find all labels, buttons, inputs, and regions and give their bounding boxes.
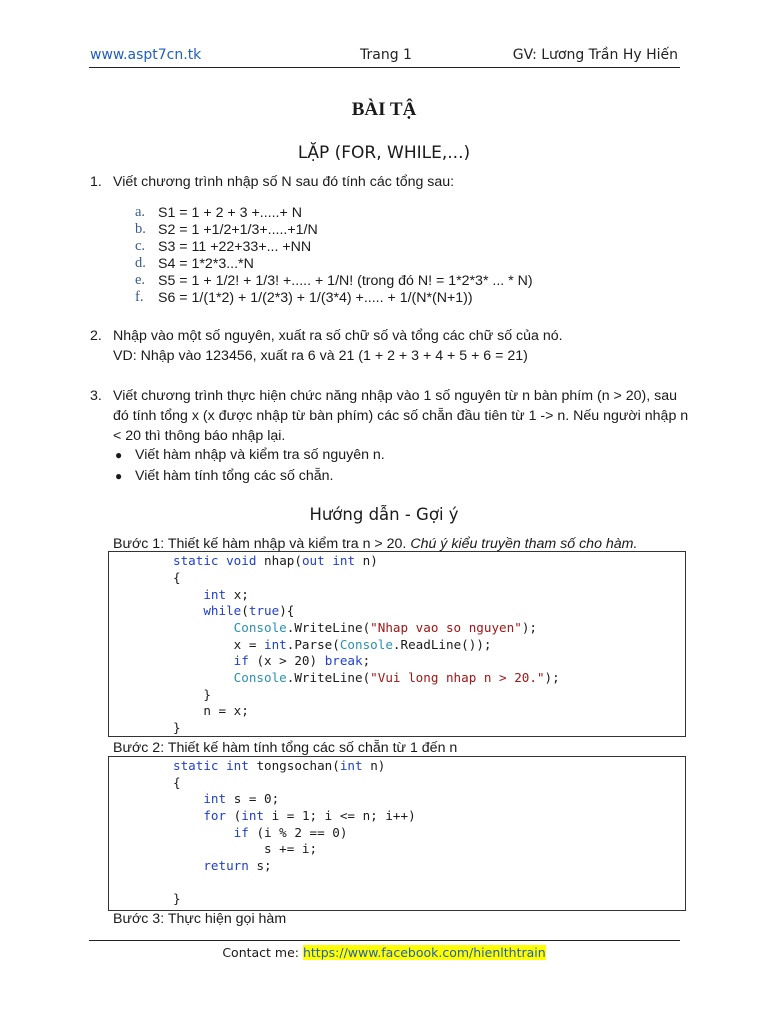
code-line: }	[173, 891, 181, 906]
q1-text: Viết chương trình nhập số N sau đó tính các tổng sau:	[113, 174, 455, 190]
q1-item-letter: c.	[135, 238, 146, 254]
header-teacher: GV: Lương Trần Hy Hiến	[512, 47, 678, 63]
page-subtitle: LẶP (FOR, WHILE,...)	[297, 143, 471, 163]
q1-item-letter: a.	[135, 204, 146, 220]
q3-bullet-text: Viết hàm nhập và kiểm tra số nguyên n.	[135, 447, 385, 463]
step1-text: Bước 1: Thiết kế hàm nhập và kiểm tra n > 20.	[113, 536, 407, 552]
bullet-icon: ●	[115, 469, 123, 483]
footer-divider	[89, 940, 680, 941]
code-line: {	[173, 775, 181, 790]
q1-item-letter: f.	[135, 289, 144, 305]
q1-item-text: S5 = 1 + 1/2! + 1/3! +..... + 1/N! (trong đó N! = 1*2*3* ... * N)	[158, 273, 533, 289]
step1-note: Chú ý kiểu truyền tham số cho hàm.	[410, 536, 638, 552]
q2-number: 2.	[90, 328, 102, 344]
header-divider	[89, 67, 680, 68]
step3-text: Bước 3: Thực hiện gọi hàm	[113, 911, 287, 927]
step2-text: Bước 2: Thiết kế hàm tính tổng các số chẵn từ 1 đến n	[113, 740, 458, 756]
code-line: while(true){	[203, 603, 295, 618]
code-line: return s;	[203, 858, 272, 873]
code-line: Console.WriteLine("Nhap vao so nguyen");	[233, 620, 537, 635]
code-line: }	[203, 687, 211, 702]
code-line: n = x;	[203, 703, 249, 718]
guide-heading: Hướng dẫn - Gợi ý	[309, 505, 459, 524]
q1-item-text: S3 = 11 +22+33+... +NN	[158, 239, 312, 255]
q1-item-text: S2 = 1 +1/2+1/3+.....+1/N	[158, 222, 318, 238]
footer-label: Contact me:	[222, 945, 299, 960]
q1-item-letter: d.	[135, 255, 146, 271]
q2-example: VD: Nhập vào 123456, xuất ra 6 và 21 (1 + 2 + 3 + 4 + 5 + 6 = 21)	[113, 348, 528, 364]
page-title: BÀI TẬ	[351, 99, 417, 120]
code-line: {	[173, 570, 181, 585]
q3-line: < 20 thì thông báo nhập lại.	[113, 428, 286, 444]
q1-number: 1.	[90, 174, 102, 190]
code-line: if (x > 20) break;	[233, 653, 371, 668]
q3-line: Viết chương trình thực hiện chức năng nhập vào 1 số nguyên từ n bàn phím (n > 20), sau	[113, 388, 678, 404]
header-page-number: Trang 1	[360, 47, 412, 63]
header-site-link[interactable]: www.aspt7cn.tk	[90, 47, 202, 63]
code-line: int x;	[203, 587, 249, 602]
q3-line: đó tính tổng x (x được nhập từ bàn phím) các số chẵn đầu tiên từ 1 -> n. Nếu người nhập n	[113, 408, 689, 424]
q1-item-text: S1 = 1 + 2 + 3 +.....+ N	[158, 205, 302, 221]
q2-line: Nhập vào một số nguyên, xuất ra số chữ số và tổng các chữ số của nó.	[113, 328, 563, 344]
q3-bullet-text: Viết hàm tính tổng các số chẵn.	[135, 468, 334, 484]
footer-facebook-link[interactable]: https://www.facebook.com/hienlthtrain	[302, 945, 546, 960]
bullet-icon: ●	[115, 448, 123, 462]
code-line: s += i;	[264, 841, 318, 856]
code-line: static void nhap(out int n)	[173, 553, 378, 568]
code-line: }	[173, 720, 181, 735]
code-line: if (i % 2 == 0)	[233, 825, 348, 840]
q1-item-letter: b.	[135, 221, 146, 237]
code-line: x = int.Parse(Console.ReadLine());	[233, 637, 492, 652]
code-line: Console.WriteLine("Vui long nhap n > 20.");	[233, 670, 560, 685]
code-line: int s = 0;	[203, 791, 280, 806]
q3-number: 3.	[90, 388, 102, 404]
q1-item-text: S4 = 1*2*3...*N	[158, 256, 254, 272]
code-line: static int tongsochan(int n)	[173, 758, 386, 773]
q1-item-text: S6 = 1/(1*2) + 1/(2*3) + 1/(3*4) +..... + 1/(N*(N+1))	[158, 290, 473, 306]
footer-contact	[0, 945, 768, 960]
code-line: for (int i = 1; i <= n; i++)	[203, 808, 416, 823]
q1-item-letter: e.	[135, 272, 146, 288]
